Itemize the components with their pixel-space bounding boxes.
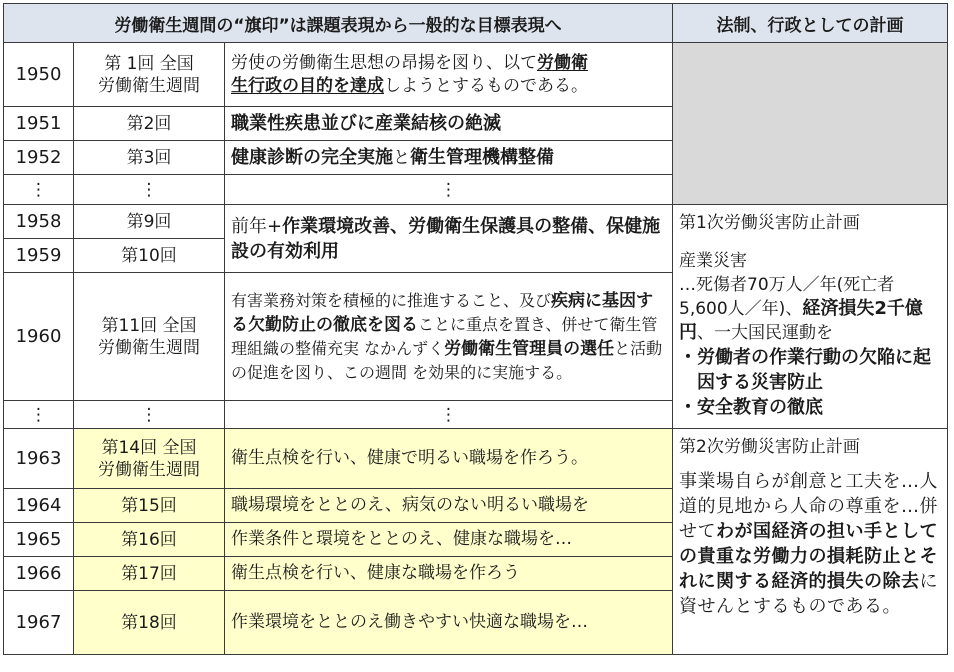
slogan-emphasis: 健康診断の完全実施 <box>231 146 393 168</box>
episode-line: 第14回 全国 <box>101 437 197 458</box>
slogan-text: しようとするものである。 <box>384 75 588 96</box>
episode-line: 第 1回 全国 <box>104 53 194 74</box>
year-cell: 1963 <box>4 429 74 489</box>
year-cell: 1964 <box>4 489 74 523</box>
ellipsis-cell: ⋮ <box>225 401 673 429</box>
year-cell: 1967 <box>4 591 74 655</box>
episode-line: 第11回 全国 <box>101 315 197 336</box>
year-cell: 1959 <box>4 239 74 273</box>
ellipsis-cell: ⋮ <box>74 401 225 429</box>
history-table <box>3 3 948 655</box>
episode-cell: 第2回 <box>74 107 225 141</box>
slogan-emphasis: 衛生管理機構整備 <box>410 146 554 168</box>
year-cell: 1951 <box>4 107 74 141</box>
slogan-cell: 衛生点検を行い、健康な職場を作ろう <box>225 557 673 591</box>
ellipsis-cell: ⋮ <box>4 401 74 429</box>
plan1-text: …死傷者70万人／年(死亡者5,600人／年)、経済損失2千億円、一大国民運動を <box>679 275 923 343</box>
year-cell: 1966 <box>4 557 74 591</box>
year-cell: 1950 <box>4 43 74 107</box>
episode-cell: 第10回 <box>74 239 225 273</box>
table-row <box>4 43 948 107</box>
ellipsis-cell: ⋮ <box>225 175 673 205</box>
slogan-text: 前年+ <box>231 215 283 237</box>
episode-cell: 第9回 <box>74 205 225 239</box>
table-row <box>4 429 948 489</box>
episode-cell: 第17回 <box>74 557 225 591</box>
episode-cell <box>74 429 225 489</box>
slogan-cell <box>225 205 673 273</box>
plan-empty-cell <box>673 43 948 205</box>
plan1-label: 産業災害 <box>679 251 748 271</box>
slogan-cell: 作業条件と環境をととのえ、健康な職場を… <box>225 523 673 557</box>
episode-cell: 第16回 <box>74 523 225 557</box>
slogan-emphasis: 生行政の目的を達成 <box>231 75 384 96</box>
slogan-cell: 衛生点検を行い、健康で明るい職場を作ろう。 <box>225 429 673 489</box>
plan2-text: 事業場自らが創意と工夫を…人道的見地から人命の尊重を…併せてわが国経済の担い手としての貴重な労働力の損耗防止とそれに関する経済的損失の除去に資せんとするものである。 <box>679 471 939 617</box>
slogan-cell <box>225 43 673 107</box>
episode-cell <box>74 273 225 401</box>
plan2-title: 第2次労働災害防止計画 <box>679 437 860 457</box>
ellipsis-cell: ⋮ <box>4 175 74 205</box>
header-left: 労働衛生週間の“旗印”は課題表現から一般的な目標表現へ <box>4 4 673 43</box>
slogan-emphasis: 労働衛 <box>537 52 588 73</box>
episode-cell: 第18回 <box>74 591 225 655</box>
plan1-cell <box>673 205 948 429</box>
episode-line: 労働衛生週間 <box>98 459 200 480</box>
header-right: 法制、行政としての計画 <box>673 4 948 43</box>
episode-cell <box>74 43 225 107</box>
year-cell: 1958 <box>4 205 74 239</box>
slogan-text: 労使の労働衛生思想の昂揚を図り、以て <box>231 52 537 73</box>
table-row <box>4 205 948 239</box>
plan1-bullet: ・安全教育の徹底 <box>679 397 824 418</box>
episode-line: 労働衛生週間 <box>98 75 200 96</box>
plan1-bullet: ・労働者の作業行動の欠陥に起因する災害防止 <box>679 347 932 393</box>
year-cell: 1965 <box>4 523 74 557</box>
header-row <box>4 4 948 43</box>
ellipsis-cell: ⋮ <box>74 175 225 205</box>
slogan-cell: 職場環境をととのえ、病気のない明るい職場を <box>225 489 673 523</box>
slogan-cell: 有害業務対策を積極的に推進すること、及び疾病に基因する欠勤防止の徹底を図ることに重点を置き、併せて衛生管理組織の整備充実 なかんずく労働衛生管理員の選任と活動の促進を図り、この週間 を効果的に実施する。 <box>225 273 673 401</box>
slogan-cell: 作業環境をととのえ働きやすい快適な職場を… <box>225 591 673 655</box>
episode-cell: 第3回 <box>74 141 225 175</box>
plan2-cell <box>673 429 948 655</box>
slogan-emphasis: 作業環境改善、労働衛生保護具の整備、保健施設の有効利用 <box>231 215 661 262</box>
slogan-cell <box>225 141 673 175</box>
slogan-text: と <box>393 147 410 168</box>
slogan-cell: 職業性疾患並びに産業結核の絶滅 <box>225 107 673 141</box>
episode-cell: 第15回 <box>74 489 225 523</box>
plan1-title: 第1次労働災害防止計画 <box>679 213 860 233</box>
year-cell: 1952 <box>4 141 74 175</box>
episode-line: 労働衛生週間 <box>98 337 200 358</box>
year-cell: 1960 <box>4 273 74 401</box>
